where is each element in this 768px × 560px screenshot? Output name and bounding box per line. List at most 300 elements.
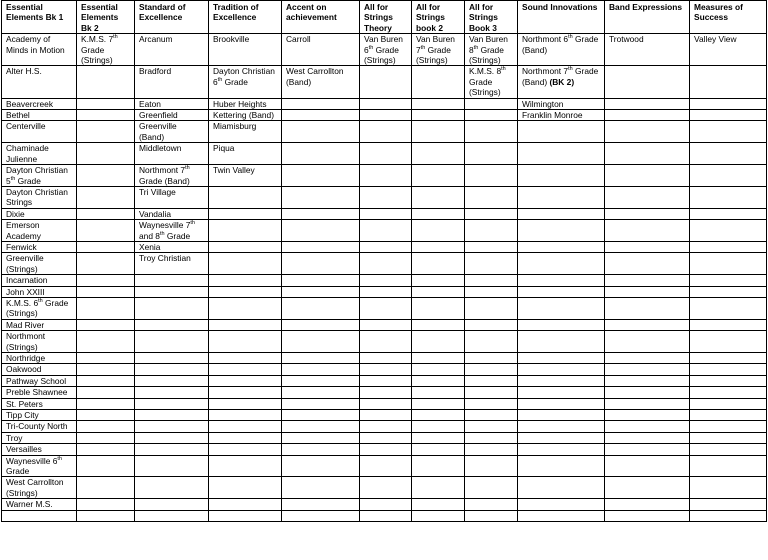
table-cell: Northmont 6th Grade (Band) [518,34,605,66]
table-cell [465,241,518,252]
table-cell [135,275,209,286]
table-cell [209,297,282,319]
table-cell [360,286,412,297]
table-cell [690,364,767,375]
table-cell: Greenville (Strings) [2,253,77,275]
table-cell: Northmont (Strings) [2,331,77,353]
table-cell: Dayton Christian Strings [2,186,77,208]
table-cell [2,510,77,521]
table-row [2,432,767,443]
table-cell [690,353,767,364]
header-cell: Essential Elements Bk 2 [77,1,135,34]
table-cell: West Carrollton (Strings) [2,477,77,499]
table-cell [605,66,690,98]
table-cell [209,410,282,421]
table-cell [605,98,690,109]
table-cell: Tipp City [2,410,77,421]
table-cell: Troy Christian [135,253,209,275]
table-row [2,297,767,319]
table-cell [360,143,412,165]
table-row [2,444,767,455]
table-cell [518,375,605,386]
table-cell [412,98,465,109]
table-cell: Franklin Monroe [518,110,605,121]
table-cell [605,253,690,275]
table-cell [465,331,518,353]
table-cell [282,220,360,242]
table-cell [209,220,282,242]
table-cell [282,353,360,364]
table-cell [518,253,605,275]
table-cell [77,331,135,353]
table-cell [690,499,767,510]
table-cell [282,432,360,443]
table-cell [209,364,282,375]
table-cell [209,477,282,499]
table-cell [209,432,282,443]
table-cell [360,444,412,455]
table-cell [77,143,135,165]
table-cell [518,186,605,208]
table-cell [605,510,690,521]
table-cell [209,353,282,364]
table-cell [690,410,767,421]
table-cell [518,331,605,353]
table-cell [690,275,767,286]
table-cell [135,510,209,521]
table-row [2,143,767,165]
table-cell [465,297,518,319]
table-cell [412,477,465,499]
table-row [2,364,767,375]
table-cell [77,253,135,275]
table-row [2,121,767,143]
table-cell [282,208,360,219]
table-cell [360,275,412,286]
table-cell: Carroll [282,34,360,66]
table-cell [77,398,135,409]
table-cell [518,444,605,455]
table-row [2,477,767,499]
table-cell [465,455,518,477]
table-cell [412,444,465,455]
table-cell: K.M.S. 8th Grade (Strings) [465,66,518,98]
table-cell [605,421,690,432]
table-cell: Fenwick [2,241,77,252]
table-cell [690,331,767,353]
table-cell [690,398,767,409]
table-row [2,387,767,398]
table-cell [518,275,605,286]
table-cell: West Carrollton (Band) [282,66,360,98]
table-cell [209,275,282,286]
table-cell: Waynesville 7th and 8th Grade [135,220,209,242]
table-cell [605,364,690,375]
table-cell [605,110,690,121]
table-cell [282,387,360,398]
table-cell [360,398,412,409]
table-cell [465,220,518,242]
table-cell [412,421,465,432]
header-cell: Accent on achievement [282,1,360,34]
table-cell [690,387,767,398]
table-cell [690,186,767,208]
table-cell [282,297,360,319]
table-cell [518,297,605,319]
table-cell: Incarnation [2,275,77,286]
table-cell [690,208,767,219]
table-cell [77,455,135,477]
table-cell [77,241,135,252]
table-cell: Xenia [135,241,209,252]
table-cell: Van Buren 8th Grade (Strings) [465,34,518,66]
table-cell [412,510,465,521]
table-cell: Troy [2,432,77,443]
header-cell: Essential Elements Bk 1 [2,1,77,34]
table-row [2,275,767,286]
table-cell [412,186,465,208]
table-cell [690,110,767,121]
table-cell [518,432,605,443]
table-cell [518,208,605,219]
table-cell [360,331,412,353]
table-cell: Warner M.S. [2,499,77,510]
table-cell: Valley View [690,34,767,66]
header-cell: Measures of Success [690,1,767,34]
table-cell: Arcanum [135,34,209,66]
table-row [2,398,767,409]
table-row [2,208,767,219]
table-cell: Bradford [135,66,209,98]
table-row [2,241,767,252]
table-cell [360,477,412,499]
table-cell [518,143,605,165]
table-cell [690,421,767,432]
table-cell [518,510,605,521]
table-cell [690,98,767,109]
table-cell [412,165,465,187]
table-cell: Academy of Minds in Motion [2,34,77,66]
table-cell [360,432,412,443]
table-row [2,455,767,477]
table-cell [605,241,690,252]
table-cell: St. Peters [2,398,77,409]
table-row [2,220,767,242]
table-cell [360,241,412,252]
table-row [2,186,767,208]
table-cell: Northmont 7th Grade (Band) (BK 2) [518,66,605,98]
table-cell [282,331,360,353]
table-cell [282,110,360,121]
table-cell [465,319,518,330]
table-cell [605,477,690,499]
table-cell [282,286,360,297]
table-cell [135,319,209,330]
table-cell [690,319,767,330]
table-cell [690,241,767,252]
table-cell [605,387,690,398]
table-cell [518,455,605,477]
table-cell: Northmont 7th Grade (Band) [135,165,209,187]
table-cell [77,364,135,375]
table-cell [77,499,135,510]
table-cell [412,241,465,252]
table-cell: John XXIII [2,286,77,297]
table-row [2,98,767,109]
table-cell [605,331,690,353]
table-cell [690,375,767,386]
table-cell [412,319,465,330]
table-cell [690,121,767,143]
table-cell [209,253,282,275]
table-cell [412,432,465,443]
table-cell [412,387,465,398]
table-cell [412,208,465,219]
table-cell [465,143,518,165]
table-cell [465,110,518,121]
table-cell [77,410,135,421]
table-cell [605,220,690,242]
table-cell [412,121,465,143]
table-cell [360,121,412,143]
table-cell [360,208,412,219]
table-row [2,66,767,98]
table-cell: Greenfield [135,110,209,121]
header-cell: Sound Innovations [518,1,605,34]
table-cell [209,421,282,432]
table-cell: Tri-County North [2,421,77,432]
table-cell: Wilmington [518,98,605,109]
table-cell [605,353,690,364]
table-cell [605,499,690,510]
table-cell [77,165,135,187]
table-cell [465,275,518,286]
table-cell [360,510,412,521]
table-cell [282,186,360,208]
header-row [2,1,767,34]
table-cell [690,165,767,187]
table-cell [518,220,605,242]
table-cell [77,286,135,297]
table-cell [282,165,360,187]
table-cell [605,297,690,319]
table-cell [360,353,412,364]
table-cell [412,253,465,275]
table-cell [412,375,465,386]
table-cell [77,510,135,521]
table-cell [135,499,209,510]
table-cell [135,421,209,432]
table-cell [518,121,605,143]
table-cell [465,121,518,143]
table-cell [209,331,282,353]
table-cell [77,432,135,443]
table-cell [360,455,412,477]
table-cell [605,286,690,297]
table-cell: Twin Valley [209,165,282,187]
table-cell: Northridge [2,353,77,364]
table-cell [690,477,767,499]
table-cell: Huber Heights [209,98,282,109]
table-cell [465,353,518,364]
table-cell [360,375,412,386]
table-cell [690,432,767,443]
table-row [2,331,767,353]
table-cell: Beavercreek [2,98,77,109]
table-cell [135,410,209,421]
table-cell [282,499,360,510]
table-cell [77,375,135,386]
table-cell: K.M.S. 7th Grade (Strings) [77,34,135,66]
table-row [2,353,767,364]
table-cell [605,410,690,421]
table-cell [77,444,135,455]
table-cell [135,444,209,455]
table-cell [209,208,282,219]
table-cell: Oakwood [2,364,77,375]
table-row [2,510,767,521]
table-cell [690,444,767,455]
table-cell [412,110,465,121]
table-cell [412,297,465,319]
table-cell [412,455,465,477]
table-cell [135,387,209,398]
table-cell [518,319,605,330]
table-row [2,319,767,330]
table-cell: Waynesville 6th Grade [2,455,77,477]
table-header [2,1,767,34]
table-cell: Preble Shawnee [2,387,77,398]
header-cell: All for Strings book 2 [412,1,465,34]
table-cell [690,253,767,275]
table-cell [690,297,767,319]
table-cell: Dixie [2,208,77,219]
table-cell [360,253,412,275]
table-cell [518,364,605,375]
table-cell [412,398,465,409]
table-cell [360,499,412,510]
table-cell [209,286,282,297]
table-cell: Dayton Christian 6th Grade [209,66,282,98]
table-cell: Versailles [2,444,77,455]
table-cell [360,319,412,330]
table-cell [465,477,518,499]
table-cell [282,319,360,330]
table-cell [209,319,282,330]
table-cell [135,353,209,364]
table-cell [690,143,767,165]
table-cell [605,375,690,386]
table-cell: Mad River [2,319,77,330]
table-cell [518,165,605,187]
table-row [2,375,767,386]
table-row [2,421,767,432]
table-cell: Eaton [135,98,209,109]
table-cell [360,297,412,319]
table-cell [360,387,412,398]
table-cell [518,387,605,398]
table-cell [77,319,135,330]
table-cell [77,208,135,219]
table-cell [209,455,282,477]
table-cell [690,286,767,297]
table-cell [77,110,135,121]
table-cell: Middletown [135,143,209,165]
table-cell [135,398,209,409]
table-cell [518,477,605,499]
header-cell: All for Strings Theory [360,1,412,34]
table-cell [282,375,360,386]
table-cell [518,353,605,364]
table-cell [282,410,360,421]
table-cell [360,66,412,98]
table-cell [282,477,360,499]
table-cell [518,398,605,409]
table-cell [465,444,518,455]
table-cell [209,499,282,510]
table-cell [412,331,465,353]
table-cell: Alter H.S. [2,66,77,98]
table-cell [605,165,690,187]
table-cell [77,387,135,398]
table-cell [282,241,360,252]
table-row [2,286,767,297]
table-cell: Centerville [2,121,77,143]
table-cell [282,364,360,375]
table-row [2,253,767,275]
table-cell [282,444,360,455]
table-cell [209,398,282,409]
table-cell [518,499,605,510]
table-row [2,499,767,510]
table-cell: Trotwood [605,34,690,66]
table-cell: Van Buren 6th Grade (Strings) [360,34,412,66]
table-cell [77,220,135,242]
table-cell: Vandalia [135,208,209,219]
table-cell [605,432,690,443]
table-cell [412,143,465,165]
table-cell: Pathway School [2,375,77,386]
table-cell [77,121,135,143]
table-cell [412,220,465,242]
table-cell [518,241,605,252]
table-cell [209,375,282,386]
table-cell [282,121,360,143]
table-cell [605,444,690,455]
table-cell [465,253,518,275]
table-cell [77,421,135,432]
method-book-table [1,0,767,522]
table-cell [412,410,465,421]
table-cell [360,98,412,109]
table-cell [135,331,209,353]
table-cell [465,186,518,208]
table-cell [360,364,412,375]
table-row [2,110,767,121]
table-cell [412,499,465,510]
table-cell [412,275,465,286]
table-cell [412,364,465,375]
table-cell [465,286,518,297]
table-cell [605,275,690,286]
table-cell [282,98,360,109]
table-cell [282,275,360,286]
table-cell: Kettering (Band) [209,110,282,121]
table-cell [77,98,135,109]
table-cell [690,455,767,477]
table-cell [209,387,282,398]
table-cell [360,110,412,121]
